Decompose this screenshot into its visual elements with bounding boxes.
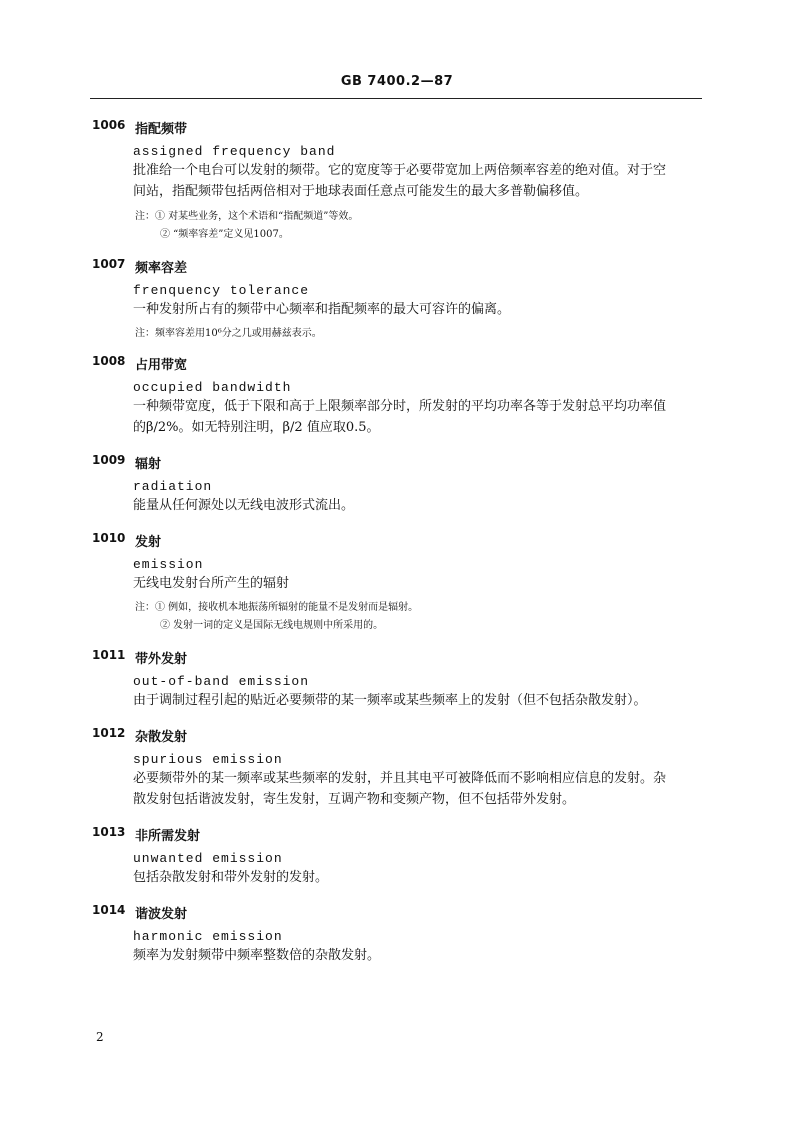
definition-line: 无线电发射台所产生的辐射 bbox=[133, 576, 290, 591]
definition-line: 的β/2%。如无特别注明，β/2 值应取0.5。 bbox=[133, 420, 380, 435]
page-number: 2 bbox=[96, 1030, 104, 1044]
term-chinese: 杂散发射 bbox=[135, 730, 188, 745]
definition-line: 频率为发射频带中频率整数倍的杂散发射。 bbox=[133, 948, 381, 963]
term-chinese: 频率容差 bbox=[135, 261, 188, 276]
definition-line: 散发射包括谐波发射，寄生发射，互调产物和变频产物，但不包括带外发射。 bbox=[133, 792, 576, 807]
term-english: radiation bbox=[133, 479, 213, 494]
header-rule bbox=[90, 98, 702, 99]
definition-line: 包括杂散发射和带外发射的发射。 bbox=[133, 870, 329, 885]
definition-line: 一种频带宽度，低于下限和高于上限频率部分时，所发射的平均功率各等于发射总平均功率值 bbox=[133, 399, 667, 414]
term-english: assigned frequency band bbox=[133, 144, 336, 159]
term-english: spurious emission bbox=[133, 752, 283, 767]
document-code-header: GB 7400.2—87 bbox=[340, 74, 454, 89]
term-chinese: 非所需发射 bbox=[135, 829, 201, 844]
term-number: 1014 bbox=[92, 903, 126, 917]
term-english: unwanted emission bbox=[133, 851, 283, 866]
definition-line: 批准给一个电台可以发射的频带。它的宽度等于必要带宽加上两倍频率容差的绝对值。对于空 bbox=[133, 163, 667, 178]
definition-line: 间站，指配频带包括两倍相对于地球表面任意点可能发生的最大多普勒偏移值。 bbox=[133, 184, 589, 199]
term-chinese: 谐波发射 bbox=[135, 907, 188, 922]
term-number: 1010 bbox=[92, 531, 126, 545]
term-number: 1006 bbox=[92, 118, 126, 132]
note-line: 注：① 例如，接收机本地振荡所辐射的能量不是发射而是辐射。 bbox=[135, 602, 419, 613]
term-chinese: 辐射 bbox=[135, 457, 162, 472]
term-number: 1007 bbox=[92, 257, 126, 271]
term-chinese: 带外发射 bbox=[135, 652, 188, 667]
term-chinese: 发射 bbox=[135, 535, 162, 550]
term-number: 1009 bbox=[92, 453, 126, 467]
term-number: 1008 bbox=[92, 354, 126, 368]
note-line: 注：频率容差用10⁶分之几或用赫兹表示。 bbox=[135, 328, 322, 339]
term-english: harmonic emission bbox=[133, 929, 283, 944]
term-english: frenquency tolerance bbox=[133, 283, 310, 298]
term-english: out-of-band emission bbox=[133, 674, 310, 689]
note-line: ② 发射一词的定义是国际无线电规则中所采用的。 bbox=[160, 620, 384, 631]
note-line: 注：① 对某些业务，这个术语和“指配频道”等效。 bbox=[135, 211, 359, 222]
term-chinese: 占用带宽 bbox=[135, 358, 188, 373]
term-number: 1012 bbox=[92, 726, 126, 740]
term-english: occupied bandwidth bbox=[133, 380, 292, 395]
note-line: ② “频率容差”定义见1007。 bbox=[160, 229, 289, 240]
definition-line: 由于调制过程引起的贴近必要频带的某一频率或某些频率上的发射（但不包括杂散发射）。 bbox=[133, 693, 647, 708]
term-number: 1011 bbox=[92, 648, 126, 662]
definition-line: 能量从任何源处以无线电波形式流出。 bbox=[133, 498, 355, 513]
definition-line: 必要频带外的某一频率或某些频率的发射，并且其电平可被降低而不影响相应信息的发射。杂 bbox=[133, 771, 667, 786]
term-number: 1013 bbox=[92, 825, 126, 839]
definition-line: 一种发射所占有的频带中心频率和指配频率的最大可容许的偏离。 bbox=[133, 302, 511, 317]
term-english: emission bbox=[133, 557, 204, 572]
term-chinese: 指配频带 bbox=[135, 122, 188, 137]
